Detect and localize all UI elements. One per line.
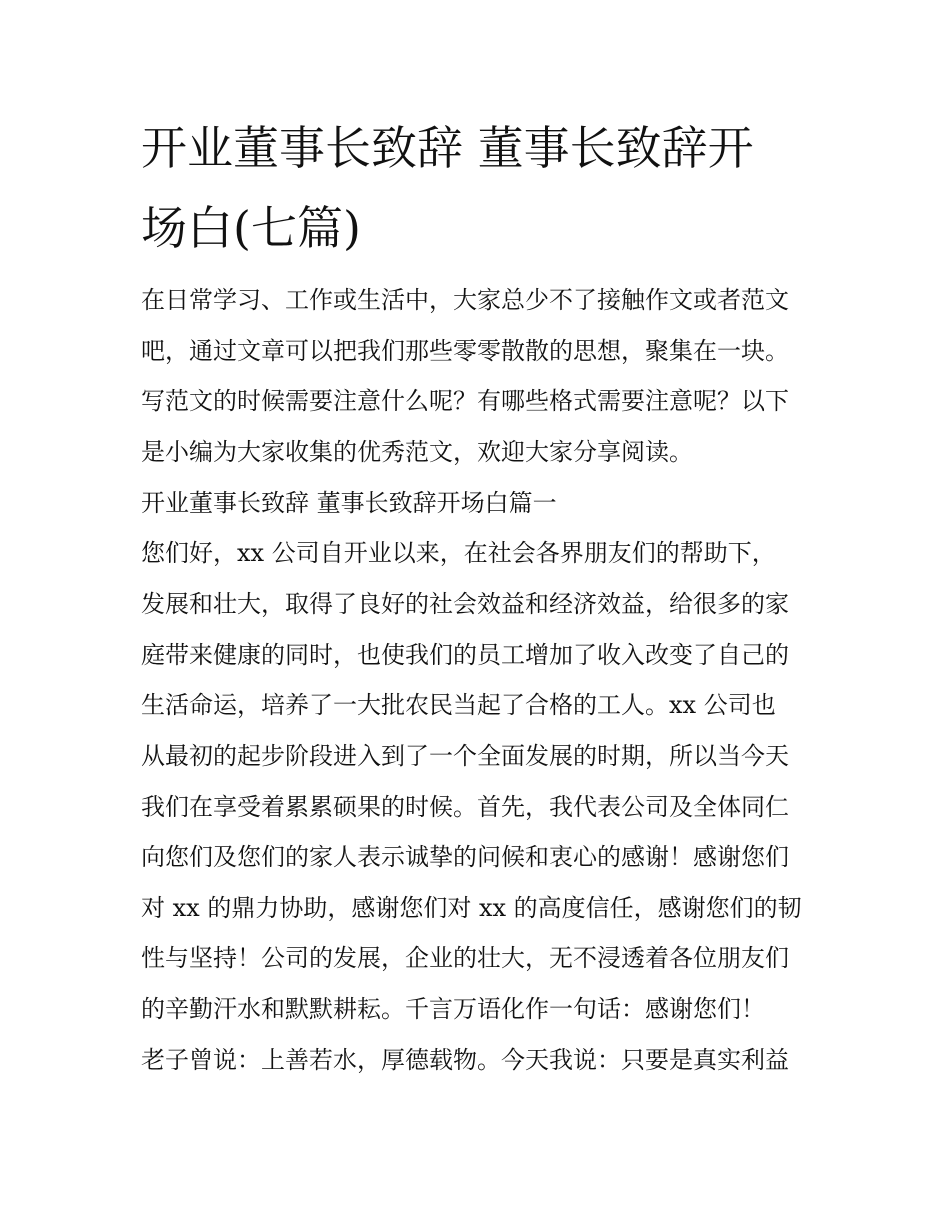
speech-line-3: 庭带来健康的同时，也使我们的员工增加了收入改变了自己的 — [141, 641, 789, 669]
intro-line-3: 写范文的时候需要注意什么呢？有哪些格式需要注意呢？以下 — [141, 387, 789, 415]
speech-line-5: 从最初的起步阶段进入到了一个全面发展的时期，所以当今天 — [141, 742, 789, 770]
speech-line-10: 的辛勤汗水和默默耕耘。千言万语化作一句话：感谢您们！ — [141, 995, 765, 1023]
speech-line-8: 对 xx 的鼎力协助，感谢您们对 xx 的高度信任，感谢您们的韧 — [141, 894, 802, 922]
speech-line-1: 您们好，xx 公司自开业以来，在社会各界朋友们的帮助下， — [141, 539, 776, 567]
speech-line-9: 性与坚持！公司的发展，企业的壮大，无不浸透着各位朋友们 — [141, 944, 789, 972]
speech-line-11: 老子曾说：上善若水，厚德载物。今天我说：只要是真实利益 — [141, 1046, 789, 1074]
speech-line-4: 生活命运，培养了一大批农民当起了合格的工人。xx 公司也 — [141, 691, 776, 719]
intro-line-1: 在日常学习、工作或生活中，大家总少不了接触作文或者范文 — [141, 286, 789, 314]
section-heading: 开业董事长致辞 董事长致辞开场白篇一 — [141, 489, 557, 517]
document-title-line-1: 开业董事长致辞 董事长致辞开 — [141, 121, 754, 175]
intro-line-4: 是小编为大家收集的优秀范文，欢迎大家分享阅读。 — [141, 438, 693, 466]
speech-line-2: 发展和壮大，取得了良好的社会效益和经济效益，给很多的家 — [141, 590, 789, 618]
speech-line-6: 我们在享受着累累硕果的时候。首先，我代表公司及全体同仁 — [141, 793, 789, 821]
document-title-line-2: 场白(七篇) — [141, 201, 361, 255]
speech-line-7: 向您们及您们的家人表示诚挚的问候和衷心的感谢！感谢您们 — [141, 843, 789, 871]
intro-line-2: 吧，通过文章可以把我们那些零零散散的思想，聚集在一块。 — [141, 337, 789, 365]
